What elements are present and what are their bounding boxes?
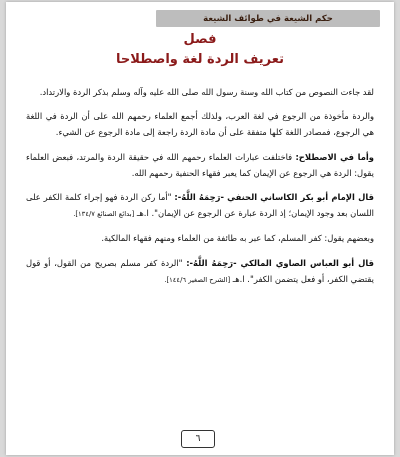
paragraph-4 xyxy=(26,189,374,222)
paragraph-2: والردة مأخوذة من الرجوع في لغة العرب، ولذلك أجمع العلماء رحمهم الله على أن الردة في اللغة هي الرجوع، فمصادر اللغة كلها متفقة على أن مادة الردة راجعة إلى مادة الرجوع عن الشيء. xyxy=(26,111,374,138)
paragraph-1: لقد جاءت النصوص من كتاب الله وسنة رسول الله صلى الله عليه وآله وسلم بذكر الردة والارتداد. xyxy=(39,87,374,97)
paragraph-4-text: "أما ركن الردة فهو إجراء كلمة الكفر على اللسان بعد وجود الإيمان؛ إذ الردة عبارة عن الرجوع عن الإيمان". ا.هـ xyxy=(26,192,374,219)
paragraph-4-reference: [بدائع الصنائع ١٣٤/٧]. xyxy=(73,210,135,219)
paragraph-3-text: فاختلفت عبارات العلماء رحمهم الله في حقيقة الردة والمرتد، فبعض العلماء يقول: الردة هي الرجوع عن الإيمان كما يعبر فقهاء الحنفية رحمهم الله. xyxy=(26,151,374,178)
running-header xyxy=(156,10,380,27)
paragraph-3 xyxy=(26,149,374,181)
chapter-heading: فصل xyxy=(183,32,217,47)
paragraph-5: وبعضهم يقول: كفر المسلم، كما عبر به طائفة من العلماء ومنهم فقهاء المالكية. xyxy=(101,233,374,244)
paragraph-6-text: "الردة كفر مسلم بصريح من القول، أو قول يقتضي الكفر، أو فعل يتضمن الكفر". ا.هـ xyxy=(26,257,374,284)
paragraph-6 xyxy=(26,255,374,288)
section-heading: تعريف الردة لغة واصطلاحا xyxy=(115,52,284,67)
running-header-title: حكم الشيعة في طوائف الشيعة xyxy=(203,13,333,24)
page-number-box xyxy=(181,430,215,448)
paragraph-6-lead: قال أبو العباس الصاوي المالكي -رَحِمَهُ اللَّهُ-: xyxy=(186,257,374,268)
paragraph-3-lead: وأما في الاصطلاح: xyxy=(295,151,374,162)
body-text xyxy=(26,84,374,296)
paragraph-4-lead: قال الإمام أبو بكر الكاساني الحنفي -رَحِمَهُ اللَّهُ-: xyxy=(174,192,374,203)
page-number: ٦ xyxy=(195,434,201,444)
document-page xyxy=(6,2,394,455)
paragraph-6-reference: [الشرح الصغير ١٤٤/٦]. xyxy=(164,275,231,284)
